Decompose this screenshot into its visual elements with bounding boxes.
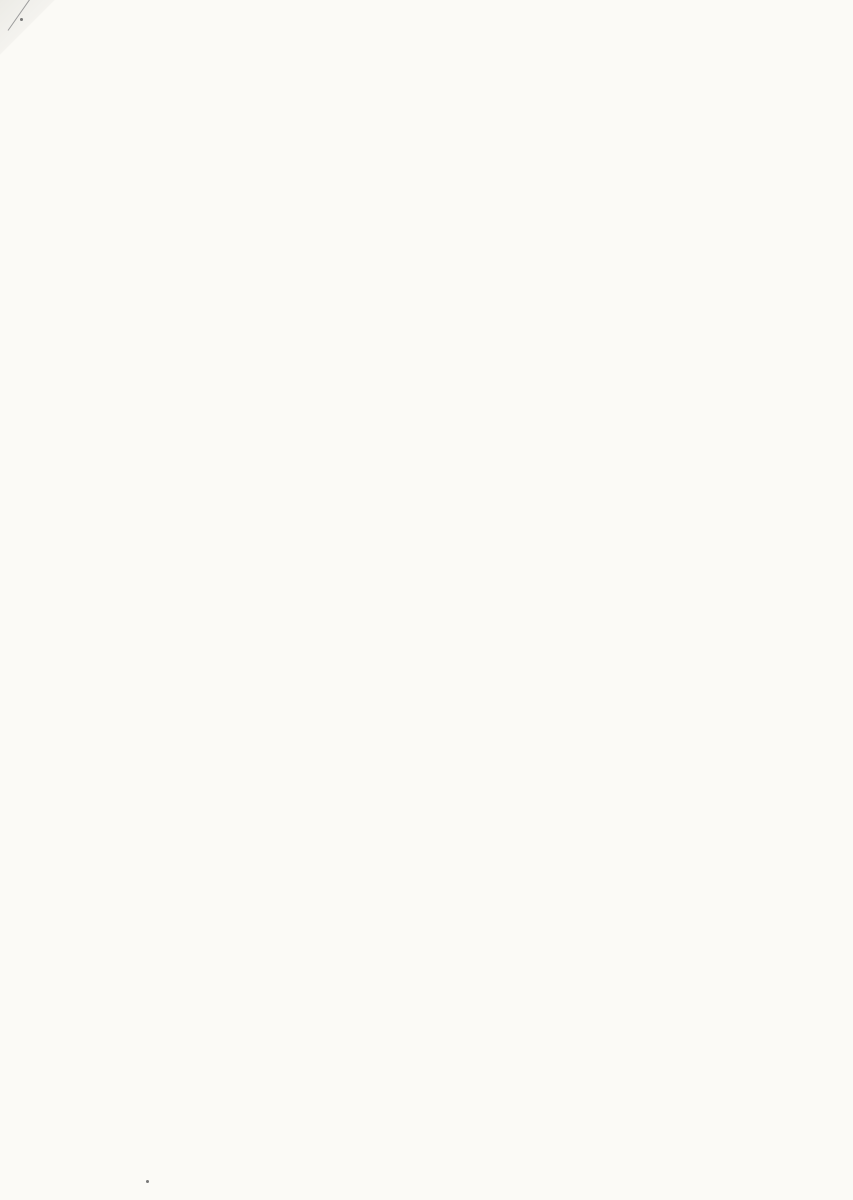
document-body: [113, 70, 761, 147]
scan-speck: [20, 18, 23, 21]
scan-speck: [146, 1180, 149, 1183]
page-corner-fold: [0, 0, 60, 60]
